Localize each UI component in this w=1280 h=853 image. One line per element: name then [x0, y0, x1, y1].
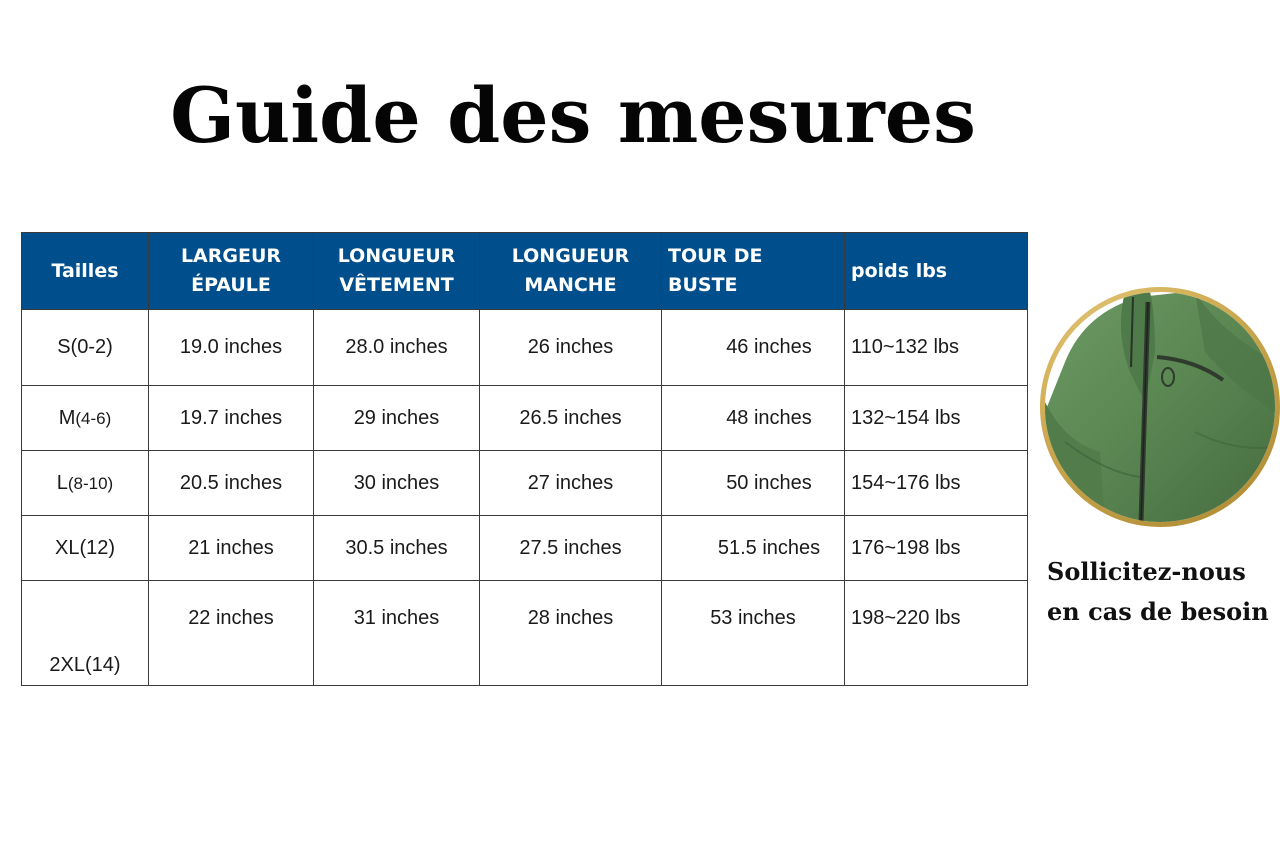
sleeve-cell: 28 inches — [480, 581, 662, 686]
header-shoulder-width — [149, 233, 314, 310]
size-range: (8-10) — [67, 473, 114, 493]
weight-cell: 198~220 lbs — [845, 581, 1028, 686]
page-title: Guide des mesures — [170, 71, 976, 160]
header-sleeve-length — [480, 233, 662, 310]
weight-cell: 176~198 lbs — [845, 516, 1028, 581]
jacket-illustration — [1045, 292, 1275, 522]
table-row — [22, 516, 1028, 581]
size-range: (4-6) — [75, 408, 112, 428]
header-weight — [845, 233, 1028, 310]
bust-cell — [662, 310, 845, 386]
length-cell: 29 inches — [314, 386, 480, 451]
sleeve-cell: 26 inches — [480, 310, 662, 386]
header-bust-line2: BUSTE — [668, 274, 738, 296]
sleeve-cell: 26.5 inches — [480, 386, 662, 451]
shoulder-cell: 19.7 inches — [149, 386, 314, 451]
table-header-row — [22, 233, 1028, 310]
header-length-line1: LONGUEUR — [337, 245, 456, 267]
bust-cell — [662, 581, 845, 686]
weight-cell: 154~176 lbs — [845, 451, 1028, 516]
bust-value: 51.5 inches — [717, 536, 821, 559]
bust-value: 48 inches — [726, 406, 812, 429]
header-weight-label: poids lbs — [851, 259, 948, 282]
shoulder-cell: 20.5 inches — [149, 451, 314, 516]
weight-cell: 132~154 lbs — [845, 386, 1028, 451]
jacket-photo — [1040, 287, 1280, 527]
size-table — [21, 232, 1028, 686]
header-bust-line1: TOUR DE — [668, 245, 763, 267]
header-shoulder-line1: LARGEUR — [180, 245, 282, 267]
size-cell — [22, 451, 149, 516]
bust-value: 46 inches — [726, 336, 812, 358]
size-label: XL(12) — [54, 536, 116, 559]
size-cell — [22, 516, 149, 581]
table-row — [22, 451, 1028, 516]
table-row — [22, 386, 1028, 451]
header-sleeve-line2: MANCHE — [524, 274, 617, 296]
contact-note — [1047, 552, 1280, 632]
header-sizes — [22, 233, 149, 310]
size-label: S(0-2) — [57, 336, 113, 358]
size-label: L — [56, 471, 68, 494]
length-cell: 30 inches — [314, 451, 480, 516]
bust-value: 50 inches — [726, 471, 812, 494]
header-sizes-label: Tailles — [51, 259, 119, 282]
contact-note-line2: en cas de besoin — [1047, 597, 1269, 626]
sleeve-cell: 27 inches — [480, 451, 662, 516]
bust-cell — [662, 386, 845, 451]
size-cell — [22, 310, 149, 386]
table-row — [22, 581, 1028, 686]
header-bust — [662, 233, 845, 310]
bust-value: 53 inches — [710, 607, 796, 629]
shoulder-cell: 22 inches — [149, 581, 314, 686]
contact-note-line1: Sollicitez-nous — [1047, 557, 1246, 586]
size-cell — [22, 386, 149, 451]
weight-cell: 110~132 lbs — [845, 310, 1028, 386]
bust-cell — [662, 516, 845, 581]
header-sleeve-line1: LONGUEUR — [511, 245, 630, 267]
header-length-line2: VÊTEMENT — [339, 274, 454, 296]
length-cell: 30.5 inches — [314, 516, 480, 581]
size-cell — [22, 581, 149, 686]
header-garment-length — [314, 233, 480, 310]
size-label: 2XL(14) — [49, 654, 121, 676]
length-cell: 28.0 inches — [314, 310, 480, 386]
bust-cell — [662, 451, 845, 516]
header-shoulder-line2: ÉPAULE — [191, 274, 271, 296]
size-label: M — [58, 406, 76, 429]
sleeve-cell: 27.5 inches — [480, 516, 662, 581]
shoulder-cell: 19.0 inches — [149, 310, 314, 386]
table-row — [22, 310, 1028, 386]
length-cell: 31 inches — [314, 581, 480, 686]
shoulder-cell: 21 inches — [149, 516, 314, 581]
